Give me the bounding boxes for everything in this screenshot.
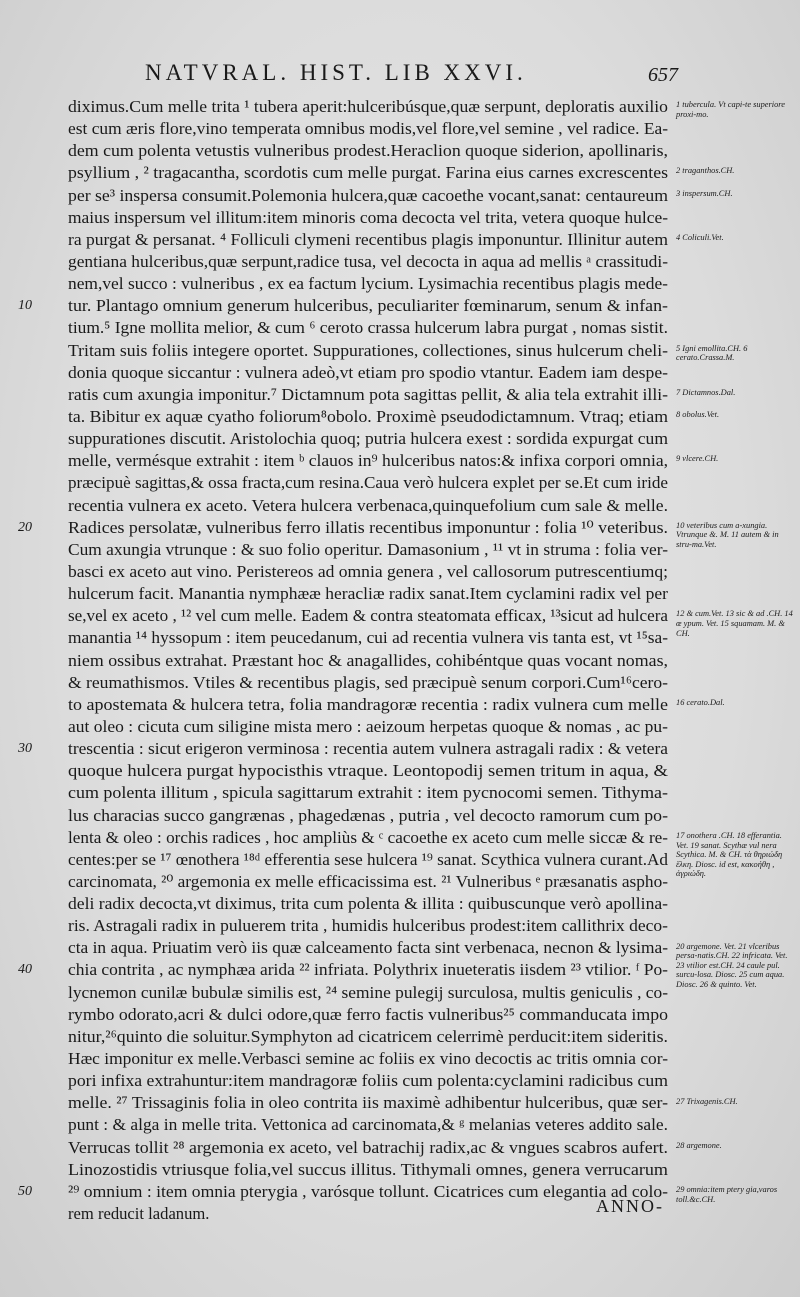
margin-note: 28 argemone.	[676, 1141, 722, 1151]
line-text: to apostemata & hulcera tetra, folia mandragoræ recentia : radix vulnera cum melle	[68, 694, 668, 714]
line-text: Verrucas tollit ²⁸ argemonia ex aceto, vel batrachij radix,ac & vngues scabros aufert.	[68, 1137, 668, 1157]
text-line	[38, 893, 668, 915]
line-text: tur. Plantago omnium generum hulceribus, peculiariter fœminarum, senum & infan-	[68, 296, 668, 316]
line-text: Radices persolatæ, vulneribus ferro illatis recentibus imponuntur : folia ¹⁰ veteribus.	[68, 517, 668, 537]
line-text: aut oleo : cicuta cum siligine mista mero : aeizoum herpetas quoque & nomas , ac pu-	[68, 716, 668, 736]
line-number: 50	[18, 1183, 32, 1199]
line-text: dem cum polenta vetustis vulneribus prodest.Heraclion quoque siderion, apollinaris,	[68, 141, 668, 161]
text-line	[38, 583, 668, 605]
text-line	[38, 805, 668, 827]
line-text: manantia ¹⁴ hyssopum : item peucedanum, cui ad recentia vulnera vis tanta est, vt ¹⁵sa-	[68, 628, 668, 648]
line-text: ra purgat & persanat. ⁴ Folliculi clymeni recentibus plagis imponuntur. Illinitur autem	[68, 229, 668, 249]
text-line	[38, 827, 668, 849]
text-line	[38, 96, 668, 118]
text-line	[38, 760, 668, 782]
text-line	[38, 694, 668, 716]
margin-note: 17 onothera .CH. 18 efferantia. Vet. 19 sanat. Scythæ vul nera Scythica. M. & CH. τὰ θηριώδη ἕλκη. Diosc. id est, κακοήθη , ἀγριώδη.	[676, 830, 783, 879]
margin-note: 7 Dictamnos.Dal.	[676, 387, 736, 397]
line-number: 30	[18, 741, 32, 757]
text-line	[38, 1026, 668, 1048]
margin-note: 10 veteribus cum a-xungia. Vtrunque &. M. 11 autem & in stru-ma.Vet.	[676, 520, 779, 550]
line-text: præcipuè sagittas,& ossa fracta,cum resina.Caua verò hulcera explet per se.Et cum iride	[68, 473, 668, 493]
line-text: niem ossibus extrahat. Præstant hoc & anagallides, cohibéntque quas vocant nomas,	[68, 650, 668, 670]
line-number: 20	[18, 519, 32, 535]
text-line	[38, 207, 668, 229]
text-line	[38, 140, 668, 162]
line-text: carcinomata, ²⁰ argemonia ex melle efficacissima est. ²¹ Vulneribus ᵉ præsanatis aspho-	[68, 871, 668, 891]
line-text: & reumathismos. Vtiles & recentibus plagis, sed præcipuè senum corpori.Cum¹⁶cero-	[68, 672, 668, 692]
text-line	[38, 716, 668, 738]
line-text: lycnemon cunilæ bubulæ similis est, ²⁴ semine pulegij surculosa, multis geniculis , co-	[68, 982, 668, 1002]
line-text: tium.⁵ Igne mollita melior, & cum ⁶ ceroto crassa hulcerum labra purgat , nomas sistit.	[68, 318, 668, 338]
margin-note: 27 Trixagenis.CH.	[676, 1096, 738, 1106]
margin-note: 16 cerato.Dal.	[676, 698, 725, 708]
line-text: chia contrita , ac nymphæa arida ²² infriata. Polythrix inueteratis iisdem ²³ vtilior. ᶠ Po-	[68, 960, 668, 980]
line-text: est cum æris flore,vino temperata omnibus modis,vel flore,vel semine , vel radice. Ea-	[68, 119, 668, 139]
line-text: psyllium , ² tragacantha, scordotis cum melle purgat. Farina eius carnes excrescentes	[68, 163, 668, 183]
text-line	[38, 450, 668, 472]
line-text: Tritam suis foliis integere oportet. Suppurationes, collectiones, sinus hulcerum cheli-	[68, 340, 668, 360]
text-line	[38, 915, 668, 937]
line-text: gentiana hulceribus,quæ serpunt,radice tusa, vel decocta in aqua ad mellis ᵃ crassitudi-	[68, 251, 668, 271]
text-line	[38, 1048, 668, 1070]
margin-note: 12 & cum.Vet. 13 sic & ad .CH. 14 œ ypum. Vet. 15 squamam. M. & CH.	[676, 609, 793, 638]
text-line	[38, 384, 668, 406]
running-title: NATVRAL. HIST. LIB XXVI.	[145, 60, 527, 85]
catchword: ANNO-	[596, 1196, 664, 1216]
line-text: hulcerum facit. Manantia nymphææ heracliæ radix sanat.Item cyclamini radix vel per	[68, 584, 668, 604]
line-text: maius inspersum vel illitum:item minoris coma decocta vel trita, vetera quoque hulce-	[68, 207, 668, 227]
text-line	[38, 251, 668, 273]
line-number: 10	[18, 298, 32, 314]
text-line	[38, 605, 668, 627]
line-number: 40	[18, 962, 32, 978]
text-line	[38, 495, 668, 517]
text-line	[38, 1004, 668, 1026]
line-text: pori infixa extrahuntur:item mandragoræ foliis cum polenta:cyclamini radicibus cum	[68, 1071, 669, 1091]
line-text: suppurationes discutit. Aristolochia quoq; putria hulcera exest : sordida expurgat cum	[68, 429, 668, 449]
text-line	[38, 1159, 668, 1181]
text-line	[18, 517, 668, 539]
line-text: Linozostidis vtriusque folia,vel succus illitus. Tithymali omnes, genera verrucarum	[68, 1159, 668, 1179]
main-text-block	[18, 96, 669, 1225]
line-text: cum polenta illitum , spicula sagittarum extrahit : item pycnocomi semen. Tithyma-	[68, 783, 668, 803]
line-text: ris. Astragali radix in puluerem trita , humidis hulceribus prodest:item callithrix deco-	[68, 916, 669, 936]
text-line	[38, 1114, 668, 1136]
line-text: quoque hulcera purgat hypocisthis vtraque. Leontopodij semen tritum in aqua, &	[68, 761, 668, 781]
line-text: ta. Bibitur ex aquæ cyatho foliorum⁸obolo. Proximè pseudodictamnum. Vtraq; etiam	[68, 406, 669, 426]
line-text: Hæc imponitur ex melle.Verbasci semine ac foliis ex vino decoctis ac tritis omnia cor-	[68, 1049, 669, 1069]
text-line	[18, 295, 668, 317]
line-text: melle. ²⁷ Trissaginis folia in oleo contrita iis maximè adhibentur hulceribus, quæ ser-	[68, 1093, 668, 1113]
text-line	[38, 1070, 668, 1092]
text-line	[38, 1137, 668, 1159]
text-line	[38, 362, 668, 384]
text-line	[38, 472, 668, 494]
margin-note: 29 omnia:item ptery gia,varos toll.&c.CH.	[676, 1185, 778, 1204]
line-text: Cum axungia vtrunque : & suo folio operitur. Damasonium , ¹¹ vt in struma : folia ver-	[68, 539, 668, 559]
text-line	[38, 782, 668, 804]
line-text: rymbo odorato,acri & dulci odore,quæ ferro factis vulneribus²⁵ commanducata impo	[68, 1004, 668, 1024]
text-line	[38, 561, 668, 583]
line-text: basci ex aceto aut vino. Peristereos ad omnia genera , vel callosorum putrescentiumq;	[68, 561, 669, 581]
line-text: ²⁹ omnium : item omnia pterygia , varósque tollunt. Cicatrices cum elegantia ad colo-	[68, 1181, 668, 1201]
margin-note: 1 tubercula. Vt capi-te superiore proxi-mo.	[676, 100, 785, 119]
margin-note: 9 vlcere.CH.	[676, 454, 719, 464]
line-text: cta in aqua. Priuatim verò iis quæ calceamento facta sint verbenaca, necnon & lysima-	[68, 938, 668, 958]
line-text: centes:per se ¹⁷ œnothera ¹⁸ᵈ efferentia sese hulcera ¹⁹ sanat. Scythica vulnera curant.Ad	[68, 849, 668, 869]
line-text: nem,vel succo : vulneribus , ex ea factum lycium. Lysimachia recentibus plagis mede-	[68, 274, 668, 294]
margin-note: 20 argemone. Vet. 21 vlceribus persa-natis.CH. 22 infricata. Vet. 23 vtilior est.CH. 24 caule pul. surcu-losa. Diosc. 25 cum aqua. Diosc. 26 & quinto. Vet.	[676, 941, 788, 990]
line-text: diximus.Cum melle trita ¹ tubera aperit:hulceribúsque,quæ serpunt, deploratis auxilio	[68, 97, 668, 116]
text-line	[38, 340, 668, 362]
line-text: per se³ inspersa consumit.Polemonia hulcera,quæ cacoethe vocant,sanat: centaureum	[68, 185, 668, 205]
text-line	[38, 627, 668, 649]
text-line	[38, 650, 668, 672]
text-line	[38, 1203, 668, 1225]
text-line	[38, 185, 668, 207]
line-text: deli radix decocta,vt diximus, trita cum polenta & illita : quibuscunque verò apollina-	[68, 894, 668, 914]
line-text: se,vel ex aceto , ¹² vel cum melle. Eadem & contra steatomata efficax, ¹³sicut ad hulcera	[68, 606, 668, 626]
margin-note: 4 Coliculi.Vet.	[676, 232, 724, 242]
text-line	[38, 672, 668, 694]
text-line	[18, 1181, 668, 1203]
margin-note: 8 obolus.Vet.	[676, 410, 720, 420]
line-text: ratis cum axungia imponitur.⁷ Dictamnum pota sagittas pellit, & alia tela extrahit illi-	[68, 384, 668, 404]
line-text: recentia vulnera ex aceto. Vetera hulcera verbenaca,quinquefolium cum sale & melle.	[68, 495, 668, 515]
line-text: nitur,²⁶quinto die soluitur.Symphyton ad cicatricem celerrimè perducit:item sideritis.	[68, 1026, 668, 1046]
text-line	[38, 428, 668, 450]
line-text: melle, vermésque extrahit : item ᵇ clauos in⁹ hulceribus natos:& infixa corpori omnia,	[68, 451, 668, 471]
line-text: lus characias succo gangrænas , phagedænas , putria , vel decocto ramorum cum po-	[68, 805, 668, 825]
margin-note: 2 traganthos.CH.	[676, 166, 735, 176]
text-line	[38, 406, 668, 428]
text-line	[38, 273, 668, 295]
text-line	[38, 539, 668, 561]
margin-note: 3 inspersum.CH.	[676, 188, 733, 198]
line-text: lenta & oleo : orchis radices , hoc ampliùs & ᶜ cacoethe ex aceto cum melle siccæ & re-	[68, 827, 668, 847]
text-line	[18, 959, 668, 981]
margin-note: 5 Igni emollita.CH. 6 cerato.Crassa.M.	[676, 343, 748, 363]
text-line	[38, 1092, 668, 1114]
text-line	[38, 118, 668, 140]
text-line	[38, 317, 668, 339]
text-line	[38, 937, 668, 959]
line-text: trescentia : sicut erigeron verminosa : recentia autem vulnera astragali radix : & vetera	[68, 739, 668, 759]
text-line	[38, 982, 668, 1004]
text-line	[38, 162, 668, 184]
line-text: rem reducit ladanum.	[68, 1204, 210, 1224]
text-line	[38, 871, 668, 893]
page-number: 657	[648, 64, 678, 86]
line-text: punt : & alga in melle trita. Vettonica ad carcinomata,& ᵍ melanias veteres addito sale.	[68, 1115, 668, 1135]
page-header	[0, 50, 800, 90]
text-line	[18, 738, 668, 760]
text-line	[38, 229, 668, 251]
line-text: donia quoque siccantur : vulnera adeò,vt etiam pro spodio vtantur. Eadem iam despe-	[68, 362, 668, 382]
text-line	[38, 849, 668, 871]
